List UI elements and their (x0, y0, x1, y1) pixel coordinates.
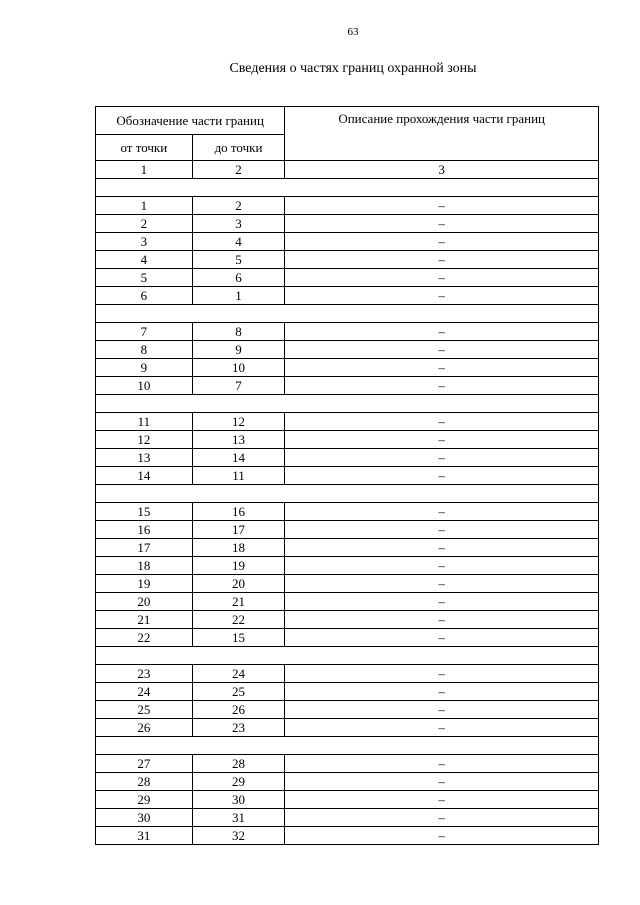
table-row (96, 503, 599, 521)
to-point-cell: 7 (192, 377, 285, 395)
column-number-row (96, 161, 599, 179)
from-point-cell: 8 (96, 341, 193, 359)
from-point-cell: 5 (96, 269, 193, 287)
from-point-cell: 4 (96, 251, 193, 269)
description-cell: – (285, 215, 599, 233)
from-point-cell: 7 (96, 323, 193, 341)
group-separator-cell (96, 737, 599, 755)
table-row (96, 539, 599, 557)
to-point-cell: 32 (192, 827, 285, 845)
group-separator-cell (96, 647, 599, 665)
group-separator-cell (96, 305, 599, 323)
from-point-cell: 30 (96, 809, 193, 827)
from-point-cell: 20 (96, 593, 193, 611)
to-point-cell: 10 (192, 359, 285, 377)
from-point-cell: 3 (96, 233, 193, 251)
from-point-cell: 29 (96, 791, 193, 809)
from-point-cell: 26 (96, 719, 193, 737)
to-point-cell: 29 (192, 773, 285, 791)
to-point-cell: 22 (192, 611, 285, 629)
from-point-cell: 11 (96, 413, 193, 431)
description-cell: – (285, 449, 599, 467)
group-separator-cell (96, 179, 599, 197)
group-separator-row (96, 647, 599, 665)
group-separator-row (96, 395, 599, 413)
from-point-cell: 12 (96, 431, 193, 449)
table-row (96, 665, 599, 683)
description-cell: – (285, 611, 599, 629)
description-cell: – (285, 773, 599, 791)
description-cell: – (285, 251, 599, 269)
table-row (96, 575, 599, 593)
from-point-cell: 9 (96, 359, 193, 377)
from-point-cell: 14 (96, 467, 193, 485)
from-point-cell: 25 (96, 701, 193, 719)
table-row (96, 377, 599, 395)
to-point-cell: 20 (192, 575, 285, 593)
group-separator-cell (96, 485, 599, 503)
table-row (96, 287, 599, 305)
description-cell: – (285, 269, 599, 287)
to-point-cell: 31 (192, 809, 285, 827)
header-to-point: до точки (192, 135, 285, 161)
from-point-cell: 24 (96, 683, 193, 701)
header-from-point: от точки (96, 135, 193, 161)
from-point-cell: 31 (96, 827, 193, 845)
to-point-cell: 15 (192, 629, 285, 647)
to-point-cell: 5 (192, 251, 285, 269)
description-cell: – (285, 341, 599, 359)
description-cell: – (285, 575, 599, 593)
description-cell: – (285, 539, 599, 557)
table-body (96, 107, 599, 845)
to-point-cell: 21 (192, 593, 285, 611)
to-point-cell: 11 (192, 467, 285, 485)
to-point-cell: 6 (192, 269, 285, 287)
description-cell: – (285, 557, 599, 575)
page-number: 63 (347, 26, 359, 38)
header-description: Описание прохождения части границ (285, 107, 599, 161)
table-row (96, 431, 599, 449)
to-point-cell: 1 (192, 287, 285, 305)
table-row (96, 755, 599, 773)
description-cell: – (285, 683, 599, 701)
table-row (96, 359, 599, 377)
description-cell: – (285, 809, 599, 827)
description-cell: – (285, 755, 599, 773)
from-point-cell: 10 (96, 377, 193, 395)
from-point-cell: 13 (96, 449, 193, 467)
description-cell: – (285, 701, 599, 719)
from-point-cell: 19 (96, 575, 193, 593)
table-row (96, 827, 599, 845)
description-cell: – (285, 719, 599, 737)
from-point-cell: 27 (96, 755, 193, 773)
to-point-cell: 4 (192, 233, 285, 251)
to-point-cell: 9 (192, 341, 285, 359)
from-point-cell: 1 (96, 197, 193, 215)
to-point-cell: 19 (192, 557, 285, 575)
table-row (96, 197, 599, 215)
group-separator-cell (96, 395, 599, 413)
group-separator-row (96, 737, 599, 755)
table-row (96, 323, 599, 341)
column-number-2: 2 (192, 161, 285, 179)
table-row (96, 701, 599, 719)
group-separator-row (96, 305, 599, 323)
description-cell: – (285, 521, 599, 539)
description-cell: – (285, 233, 599, 251)
description-cell: – (285, 377, 599, 395)
description-cell: – (285, 431, 599, 449)
table-row (96, 773, 599, 791)
table-row (96, 683, 599, 701)
table-header-row (96, 107, 599, 135)
from-point-cell: 21 (96, 611, 193, 629)
table-row (96, 233, 599, 251)
header-boundary-designation: Обозначение части границ (96, 107, 285, 135)
to-point-cell: 13 (192, 431, 285, 449)
to-point-cell: 3 (192, 215, 285, 233)
to-point-cell: 26 (192, 701, 285, 719)
to-point-cell: 18 (192, 539, 285, 557)
group-separator-row (96, 179, 599, 197)
column-number-1: 1 (96, 161, 193, 179)
table-row (96, 629, 599, 647)
from-point-cell: 22 (96, 629, 193, 647)
to-point-cell: 8 (192, 323, 285, 341)
table-row (96, 557, 599, 575)
description-cell: – (285, 827, 599, 845)
to-point-cell: 12 (192, 413, 285, 431)
from-point-cell: 6 (96, 287, 193, 305)
description-cell: – (285, 665, 599, 683)
table-row (96, 611, 599, 629)
from-point-cell: 16 (96, 521, 193, 539)
description-cell: – (285, 413, 599, 431)
table-row (96, 341, 599, 359)
description-cell: – (285, 359, 599, 377)
to-point-cell: 28 (192, 755, 285, 773)
to-point-cell: 25 (192, 683, 285, 701)
from-point-cell: 15 (96, 503, 193, 521)
from-point-cell: 17 (96, 539, 193, 557)
boundary-parts-table (95, 106, 599, 845)
group-separator-row (96, 485, 599, 503)
table-row (96, 467, 599, 485)
description-cell: – (285, 593, 599, 611)
description-cell: – (285, 629, 599, 647)
to-point-cell: 16 (192, 503, 285, 521)
to-point-cell: 2 (192, 197, 285, 215)
to-point-cell: 23 (192, 719, 285, 737)
to-point-cell: 30 (192, 791, 285, 809)
description-cell: – (285, 467, 599, 485)
description-cell: – (285, 287, 599, 305)
table-row (96, 791, 599, 809)
from-point-cell: 18 (96, 557, 193, 575)
description-cell: – (285, 323, 599, 341)
column-number-3: 3 (285, 161, 599, 179)
table-row (96, 215, 599, 233)
table-row (96, 413, 599, 431)
to-point-cell: 17 (192, 521, 285, 539)
table-row (96, 251, 599, 269)
table-row (96, 809, 599, 827)
description-cell: – (285, 791, 599, 809)
table-row (96, 719, 599, 737)
document-title: Сведения о частях границ охранной зоны (229, 61, 477, 76)
from-point-cell: 2 (96, 215, 193, 233)
table-row (96, 449, 599, 467)
table-row (96, 269, 599, 287)
from-point-cell: 28 (96, 773, 193, 791)
table-row (96, 521, 599, 539)
description-cell: – (285, 503, 599, 521)
from-point-cell: 23 (96, 665, 193, 683)
to-point-cell: 24 (192, 665, 285, 683)
to-point-cell: 14 (192, 449, 285, 467)
table-row (96, 593, 599, 611)
description-cell: – (285, 197, 599, 215)
